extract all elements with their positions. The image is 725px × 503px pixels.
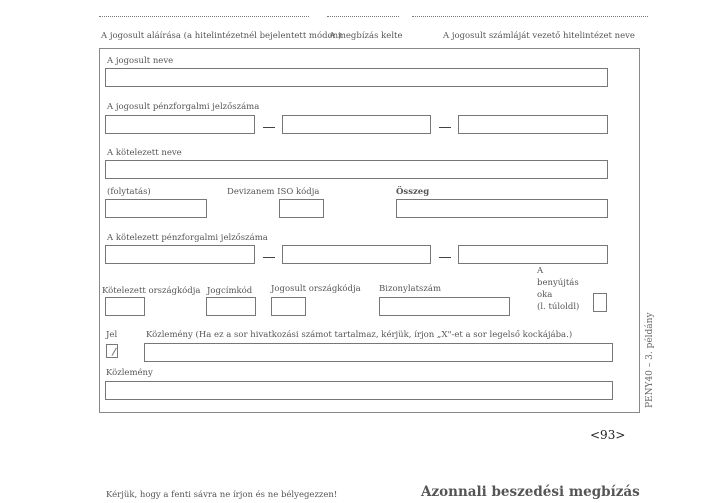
creditor-account-field-2[interactable] [282,115,431,134]
note-hint-label: Közlemény (Ha ez a sor hivatkozási számot tartalmaz, kérjük, írjon „X"-et a sor legelső kockájába.) [146,330,573,340]
date-line [327,16,399,17]
amount-label: Összeg [396,187,430,197]
page-number: <93> [590,428,626,442]
debtor-name-label: A kötelezett neve [107,148,182,158]
currency-label: Devizanem ISO kódja [227,187,320,197]
bank-label: A jogosult számláját vezető hitelintézet neve [443,31,635,41]
signature-label: A jogosult aláírása (a hitelintézetnél bejelentett módon) [101,31,342,41]
creditor-country-field[interactable] [271,297,306,316]
note-field-1[interactable] [144,343,613,362]
form-title: Azonnali beszedési megbízás [421,484,640,500]
creditor-name-field[interactable] [105,68,608,87]
currency-field[interactable] [279,199,324,218]
separator-dash [263,257,275,258]
document-number-field[interactable] [379,297,510,316]
separator-dash [439,257,451,258]
debtor-name-field[interactable] [105,160,608,179]
continuation-label: (folytatás) [107,187,151,197]
debtor-account-field-2[interactable] [282,245,431,264]
submission-reason-field[interactable] [593,293,607,312]
debtor-country-field[interactable] [105,297,145,316]
note-field-2[interactable] [105,381,613,400]
creditor-account-label: A jogosult pénzforgalmi jelzőszáma [107,102,260,112]
continuation-field[interactable] [105,199,207,218]
submission-reason-label: A benyújtás oka (l. túloldl) [537,266,580,312]
form-code-vertical: PENY40 – 3. példány [645,312,655,408]
creditor-account-field-1[interactable] [105,115,255,134]
debtor-country-label: Kötelezett országkódja [102,286,201,296]
bank-line [412,16,648,17]
document-number-label: Bizonylatszám [379,284,442,294]
creditor-name-label: A jogosult neve [107,56,174,66]
signature-line [99,16,309,17]
footer-notice: Kérjük, hogy a fenti sávra ne írjon és ne bélyegezzen! [106,490,338,500]
debtor-account-field-3[interactable] [458,245,608,264]
sign-checkbox[interactable] [106,344,118,358]
separator-dash [439,127,451,128]
note-label: Közlemény [106,368,153,378]
debtor-account-field-1[interactable] [105,245,255,264]
debtor-account-label: A kötelezett pénzforgalmi jelzőszáma [107,233,268,243]
date-label: A megbízás kelte [329,31,403,41]
creditor-account-field-3[interactable] [458,115,608,134]
sign-label: Jel [106,330,118,340]
amount-field[interactable] [396,199,608,218]
legal-code-label: Jogcímkód [207,286,253,296]
legal-code-field[interactable] [206,297,256,316]
separator-dash [263,127,275,128]
creditor-country-label: Jogosult országkódja [271,284,361,294]
